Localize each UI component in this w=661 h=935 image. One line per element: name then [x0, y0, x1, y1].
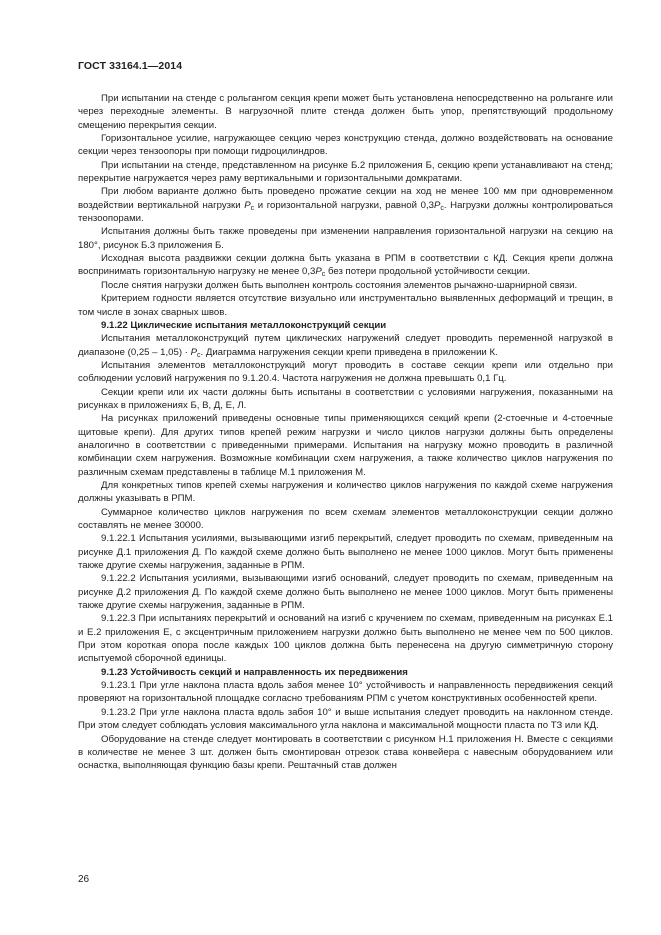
text-run: Исходная высота раздвижки секции должна быть указана в РПМ в соответствии с КД. Секция крепи должна воспринимать горизонтальную нагрузку не менее 0,3 [78, 253, 613, 278]
paragraph: После снятия нагрузки должен быть выполнен контроль состояния элементов рычажно-шарнирной связи. [101, 279, 578, 291]
paragraph: 9.1.22.3 При испытаниях перекрытий и оснований на изгиб с кручением по схемам, приведенным на рисунках Е.1 и Е.2 приложения Е, с эксцентричным приложением нагрузки должно быть выполнено не менее чем по 500 циклов. При этом короткая опора после каждых 100 циклов должна быть перенесена на другую симметричную сторону испытуемой сборочной единицы. [78, 613, 613, 665]
paragraph: 9.1.22.2 Испытания усилиями, вызывающими изгиб оснований, следует проводить по схемам, приведенным на рисунке Д.2 приложения Д. По каждой схеме должно быть выполнено не менее 1000 циклов. Могут быть применены также другие схемы нагружения, заданные в РПМ. [78, 573, 613, 612]
document-header: ГОСТ 33164.1—2014 [78, 60, 183, 72]
text-run: Испытания металлоконструкций путем циклических нагружений следует проводить переменной нагрузкой в диапазоне (0,25 – 1,05) · [78, 333, 613, 358]
text-run: без потери продольной устойчивости секции. [325, 266, 531, 278]
paragraph: Горизонтальное усилие, нагружающее секцию через конструкцию стенда, должно воздействовать на основание секции через тензоопоры при помощи гидроцилиндров. [78, 133, 613, 158]
variable: P [315, 266, 322, 278]
paragraph: На рисунках приложений приведены основные типы применяющихся секций крепи (2-стоечные и 4-стоечные щитовые крепи). Для других типов крепей режим нагрузки и число циклов нагрузки должны быть определены аналогично в соответствии с приведенными примерами. Испытания на нагрузку можно проводить в различной комбинации схем нагружения. Возможные комбинации схем нагружения, а также количество циклов нагружения по различным схемам представлены в таблице М.1 приложения М. [78, 413, 613, 478]
variable: P [244, 199, 251, 211]
paragraph: Оборудование на стенде следует монтировать в соответствии с рисунком Н.1 приложения Н. Вместе с секциями в количестве не менее 3 шт. должен быть смонтирован отрезок става конвейера с навесным оборудованием или оснастка, выполняющая функцию базы крепи. Рештачный став должен [78, 733, 613, 772]
paragraph [78, 252, 613, 279]
subscript: c [321, 271, 326, 279]
paragraph [78, 332, 613, 359]
section-heading: 9.1.22 Циклические испытания металлоконструкций секции [101, 319, 387, 331]
subscript: c [250, 204, 255, 212]
paragraph: При испытании на стенде с рольгангом секция крепи может быть установлена непосредственно на рольганге или через переходные элементы. В нагрузочной плите стенда должен быть упор, препятствующий продольному смещению перекрытия секции. [78, 93, 613, 131]
paragraph: Испытания элементов металлоконструкций могут проводить в составе секции крепи или отдельно при соблюдении условий нагружения по 9.1.20.4. Частота нагружения не должна превышать 0,1 Гц. [78, 359, 613, 385]
subscript: c [196, 351, 201, 359]
text-run: . Нагрузки должны контролироваться тензоопорами. [78, 199, 613, 225]
text-run: При любом варианте должно быть проведено прожатие секции на ход не менее 100 мм при одновременном воздействии вертикальной нагрузки [78, 186, 613, 211]
section-heading: 9.1.23 Устойчивость секций и направленность их передвижения [101, 666, 408, 678]
paragraph: 9.1.23.1 При угле наклона пласта вдоль забоя менее 10° устойчивость и направленность передвижения секций проверяют на горизонтальной площадке согласно требованиям РПМ с учетом конструктивных особенностей крепи. [78, 680, 613, 705]
variable: P [190, 346, 197, 358]
paragraph: Испытания должны быть также проведены при изменении направления горизонтальной нагрузки на секцию на 180°, рисунок Б.3 приложения Б. [78, 226, 613, 251]
text-run: и горизонтальной нагрузки, равной 0,3 [254, 199, 434, 211]
paragraph [78, 185, 613, 225]
paragraph: Критерием годности является отсутствие визуально или инструментально выявленных деформаций и трещин, в том числе в зонах сварных швов. [78, 293, 613, 318]
variable: P [433, 199, 441, 211]
paragraph: Суммарное количество циклов нагружения по всем схемам элементов металлоконструкции секции должно составлять не менее 30000. [78, 506, 613, 531]
paragraph: 9.1.22.1 Испытания усилиями, вызывающими изгиб перекрытий, следует проводить по схемам, приведенным на рисунке Д.1 приложения Д. По каждой схеме должно быть выполнено не менее 1000 циклов. Могут быть применены также другие схемы нагружения, заданные в РПМ. [78, 533, 613, 572]
subscript: c [440, 204, 444, 212]
paragraph: Секции крепи или их части должны быть испытаны в соответствии с условиями нагружения, показанными на рисунках в приложениях Б, В, Д, Е, Л. [78, 386, 613, 411]
page-number: 26 [78, 874, 90, 885]
text-run: . Диаграмма нагружения секции крепи приведена в приложении К. [200, 346, 498, 358]
document-body [78, 92, 613, 773]
paragraph: При испытании на стенде, представленном на рисунке Б.2 приложения Б, секцию крепи устанавливают на стенд; перекрытие нагружается через раму вертикальными и горизонтальными домкратами. [78, 159, 613, 185]
paragraph: Для конкретных типов крепей схемы нагружения и количество циклов нагружения по каждой схеме нагружения должны указывать в РПМ. [78, 479, 613, 505]
paragraph: 9.1.23.2 При угле наклона пласта вдоль забоя 10° и выше испытания следует проводить на наклонном стенде. При этом следует соблюдать условия максимального угла наклона и максимальной мощности пласта по ТЗ или КД. [78, 706, 613, 732]
